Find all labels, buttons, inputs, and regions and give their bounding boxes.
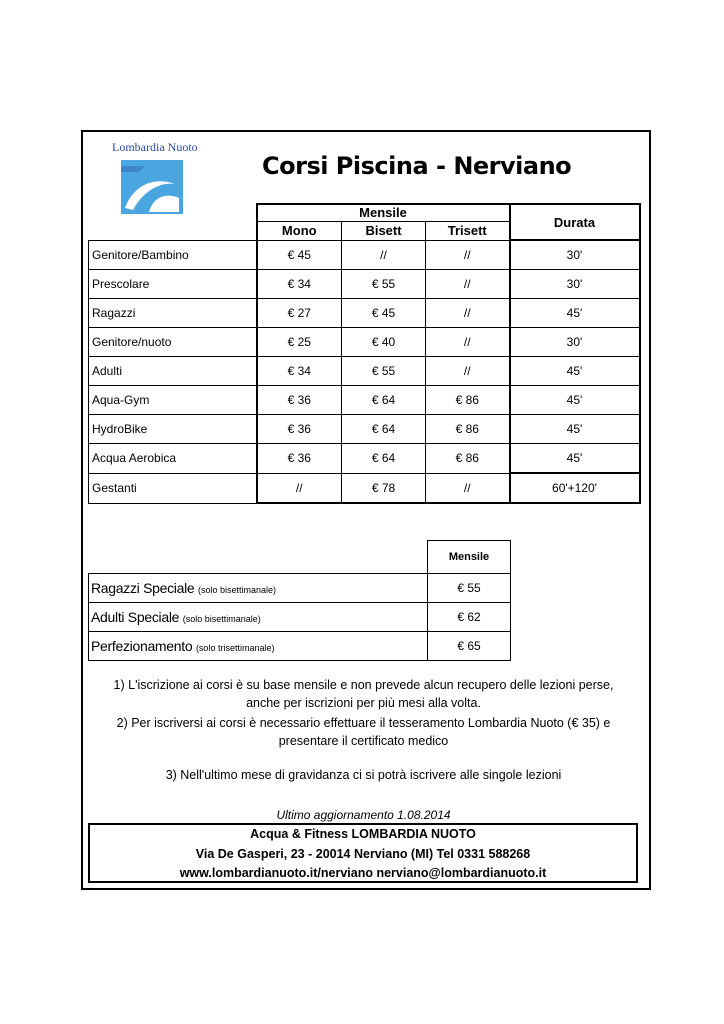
table-row xyxy=(89,444,640,474)
course-name: Adulti xyxy=(89,357,257,386)
price-bisett: € 45 xyxy=(342,299,426,328)
price-mono: // xyxy=(257,473,342,503)
course-name: Aqua-Gym xyxy=(89,386,257,415)
course-name: Acqua Aerobica xyxy=(89,444,257,474)
table-row xyxy=(89,603,511,632)
price-mono: € 36 xyxy=(257,444,342,474)
course-name xyxy=(89,632,428,661)
price: € 55 xyxy=(428,574,511,603)
note-2 xyxy=(88,714,639,750)
price-trisett: // xyxy=(426,299,510,328)
price-trisett: € 86 xyxy=(426,415,510,444)
price-trisett: // xyxy=(426,240,510,270)
price-trisett: // xyxy=(426,473,510,503)
header-mensile: Mensile xyxy=(257,204,510,221)
course-title: Ragazzi Speciale xyxy=(91,580,195,596)
durata: 45' xyxy=(510,357,640,386)
header-blank xyxy=(89,221,257,240)
durata: 30' xyxy=(510,240,640,270)
price-trisett: // xyxy=(426,270,510,299)
note-2-line-1: 2) Per iscriversi ai corsi è necessario effettuare il tesseramento Lombardia Nuoto (€ 35) e xyxy=(116,716,611,730)
course-note: (solo bisettimanale) xyxy=(182,614,261,624)
price-trisett: € 86 xyxy=(426,386,510,415)
course-name: HydroBike xyxy=(89,415,257,444)
table-row xyxy=(89,473,640,503)
price-trisett: // xyxy=(426,328,510,357)
last-update: Ultimo aggiornamento 1.08.2014 xyxy=(276,808,451,822)
footer-line-1: Acqua & Fitness LOMBARDIA NUOTO xyxy=(250,827,476,841)
table-row xyxy=(89,270,640,299)
durata: 30' xyxy=(510,328,640,357)
course-note: (solo bisettimanale) xyxy=(197,585,277,595)
course-name: Genitore/Bambino xyxy=(89,240,257,270)
table-row xyxy=(89,415,640,444)
table-row xyxy=(89,357,640,386)
durata: 60'+120' xyxy=(510,473,640,503)
table-row xyxy=(89,632,511,661)
price: € 62 xyxy=(428,603,511,632)
price: € 65 xyxy=(428,632,511,661)
header-trisett: Trisett xyxy=(426,221,510,240)
table-row xyxy=(89,299,640,328)
note-1 xyxy=(88,676,639,712)
logo-text: Lombardia Nuoto xyxy=(112,140,198,154)
course-name: Genitore/nuoto xyxy=(89,328,257,357)
course-note: (solo trisettimanale) xyxy=(195,643,275,653)
note-1-line-2: anche per iscrizioni per più mesi alla volta. xyxy=(246,696,481,710)
durata: 45' xyxy=(510,444,640,474)
table-row xyxy=(89,574,511,603)
course-name: Ragazzi xyxy=(89,299,257,328)
price-mono: € 34 xyxy=(257,270,342,299)
header-mono: Mono xyxy=(257,221,342,240)
note-1-line-1: 1) L'iscrizione ai corsi è su base mensile e non prevede alcun recupero delle lezioni perse, xyxy=(113,678,614,692)
price-bisett: € 64 xyxy=(342,444,426,474)
course-title: Adulti Speciale xyxy=(91,609,180,625)
course-title: Perfezionamento xyxy=(91,638,193,654)
price-mono: € 34 xyxy=(257,357,342,386)
header-durata: Durata xyxy=(510,204,640,240)
note-2-line-2: presentare il certificato medico xyxy=(278,734,449,748)
price-mono: € 27 xyxy=(257,299,342,328)
price-bisett: € 55 xyxy=(342,270,426,299)
course-name: Prescolare xyxy=(89,270,257,299)
price-mono: € 25 xyxy=(257,328,342,357)
course-name xyxy=(89,574,428,603)
course-name xyxy=(89,603,428,632)
header-bisett: Bisett xyxy=(342,221,426,240)
footer-line-2: Via De Gasperi, 23 - 20014 Nerviano (MI) Tel 0331 588268 xyxy=(195,846,531,861)
course-name: Gestanti xyxy=(89,473,257,503)
price-bisett: € 40 xyxy=(342,328,426,357)
durata: 30' xyxy=(510,270,640,299)
price-bisett: € 64 xyxy=(342,386,426,415)
header-blank xyxy=(89,541,428,574)
price-bisett: € 55 xyxy=(342,357,426,386)
table-row xyxy=(89,328,640,357)
footer-line-3: www.lombardianuoto.it/nerviano nerviano@lombardianuoto.it xyxy=(179,866,547,880)
price-bisett: € 64 xyxy=(342,415,426,444)
header-blank xyxy=(89,204,257,221)
footer-contact-box xyxy=(88,823,638,883)
price-trisett: // xyxy=(426,357,510,386)
special-courses-table xyxy=(88,540,511,661)
page-title: Corsi Piscina - Nerviano xyxy=(262,152,572,180)
price-trisett: € 86 xyxy=(426,444,510,474)
durata: 45' xyxy=(510,386,640,415)
table-row xyxy=(89,240,640,270)
header-mensile: Mensile xyxy=(428,541,511,574)
durata: 45' xyxy=(510,415,640,444)
price-bisett: // xyxy=(342,240,426,270)
durata: 45' xyxy=(510,299,640,328)
price-mono: € 45 xyxy=(257,240,342,270)
price-mono: € 36 xyxy=(257,386,342,415)
price-bisett: € 78 xyxy=(342,473,426,503)
note-3: 3) Nell'ultimo mese di gravidanza ci si potrà iscrivere alle singole lezioni xyxy=(165,768,562,782)
table-row xyxy=(89,386,640,415)
price-table xyxy=(88,203,641,504)
price-mono: € 36 xyxy=(257,415,342,444)
